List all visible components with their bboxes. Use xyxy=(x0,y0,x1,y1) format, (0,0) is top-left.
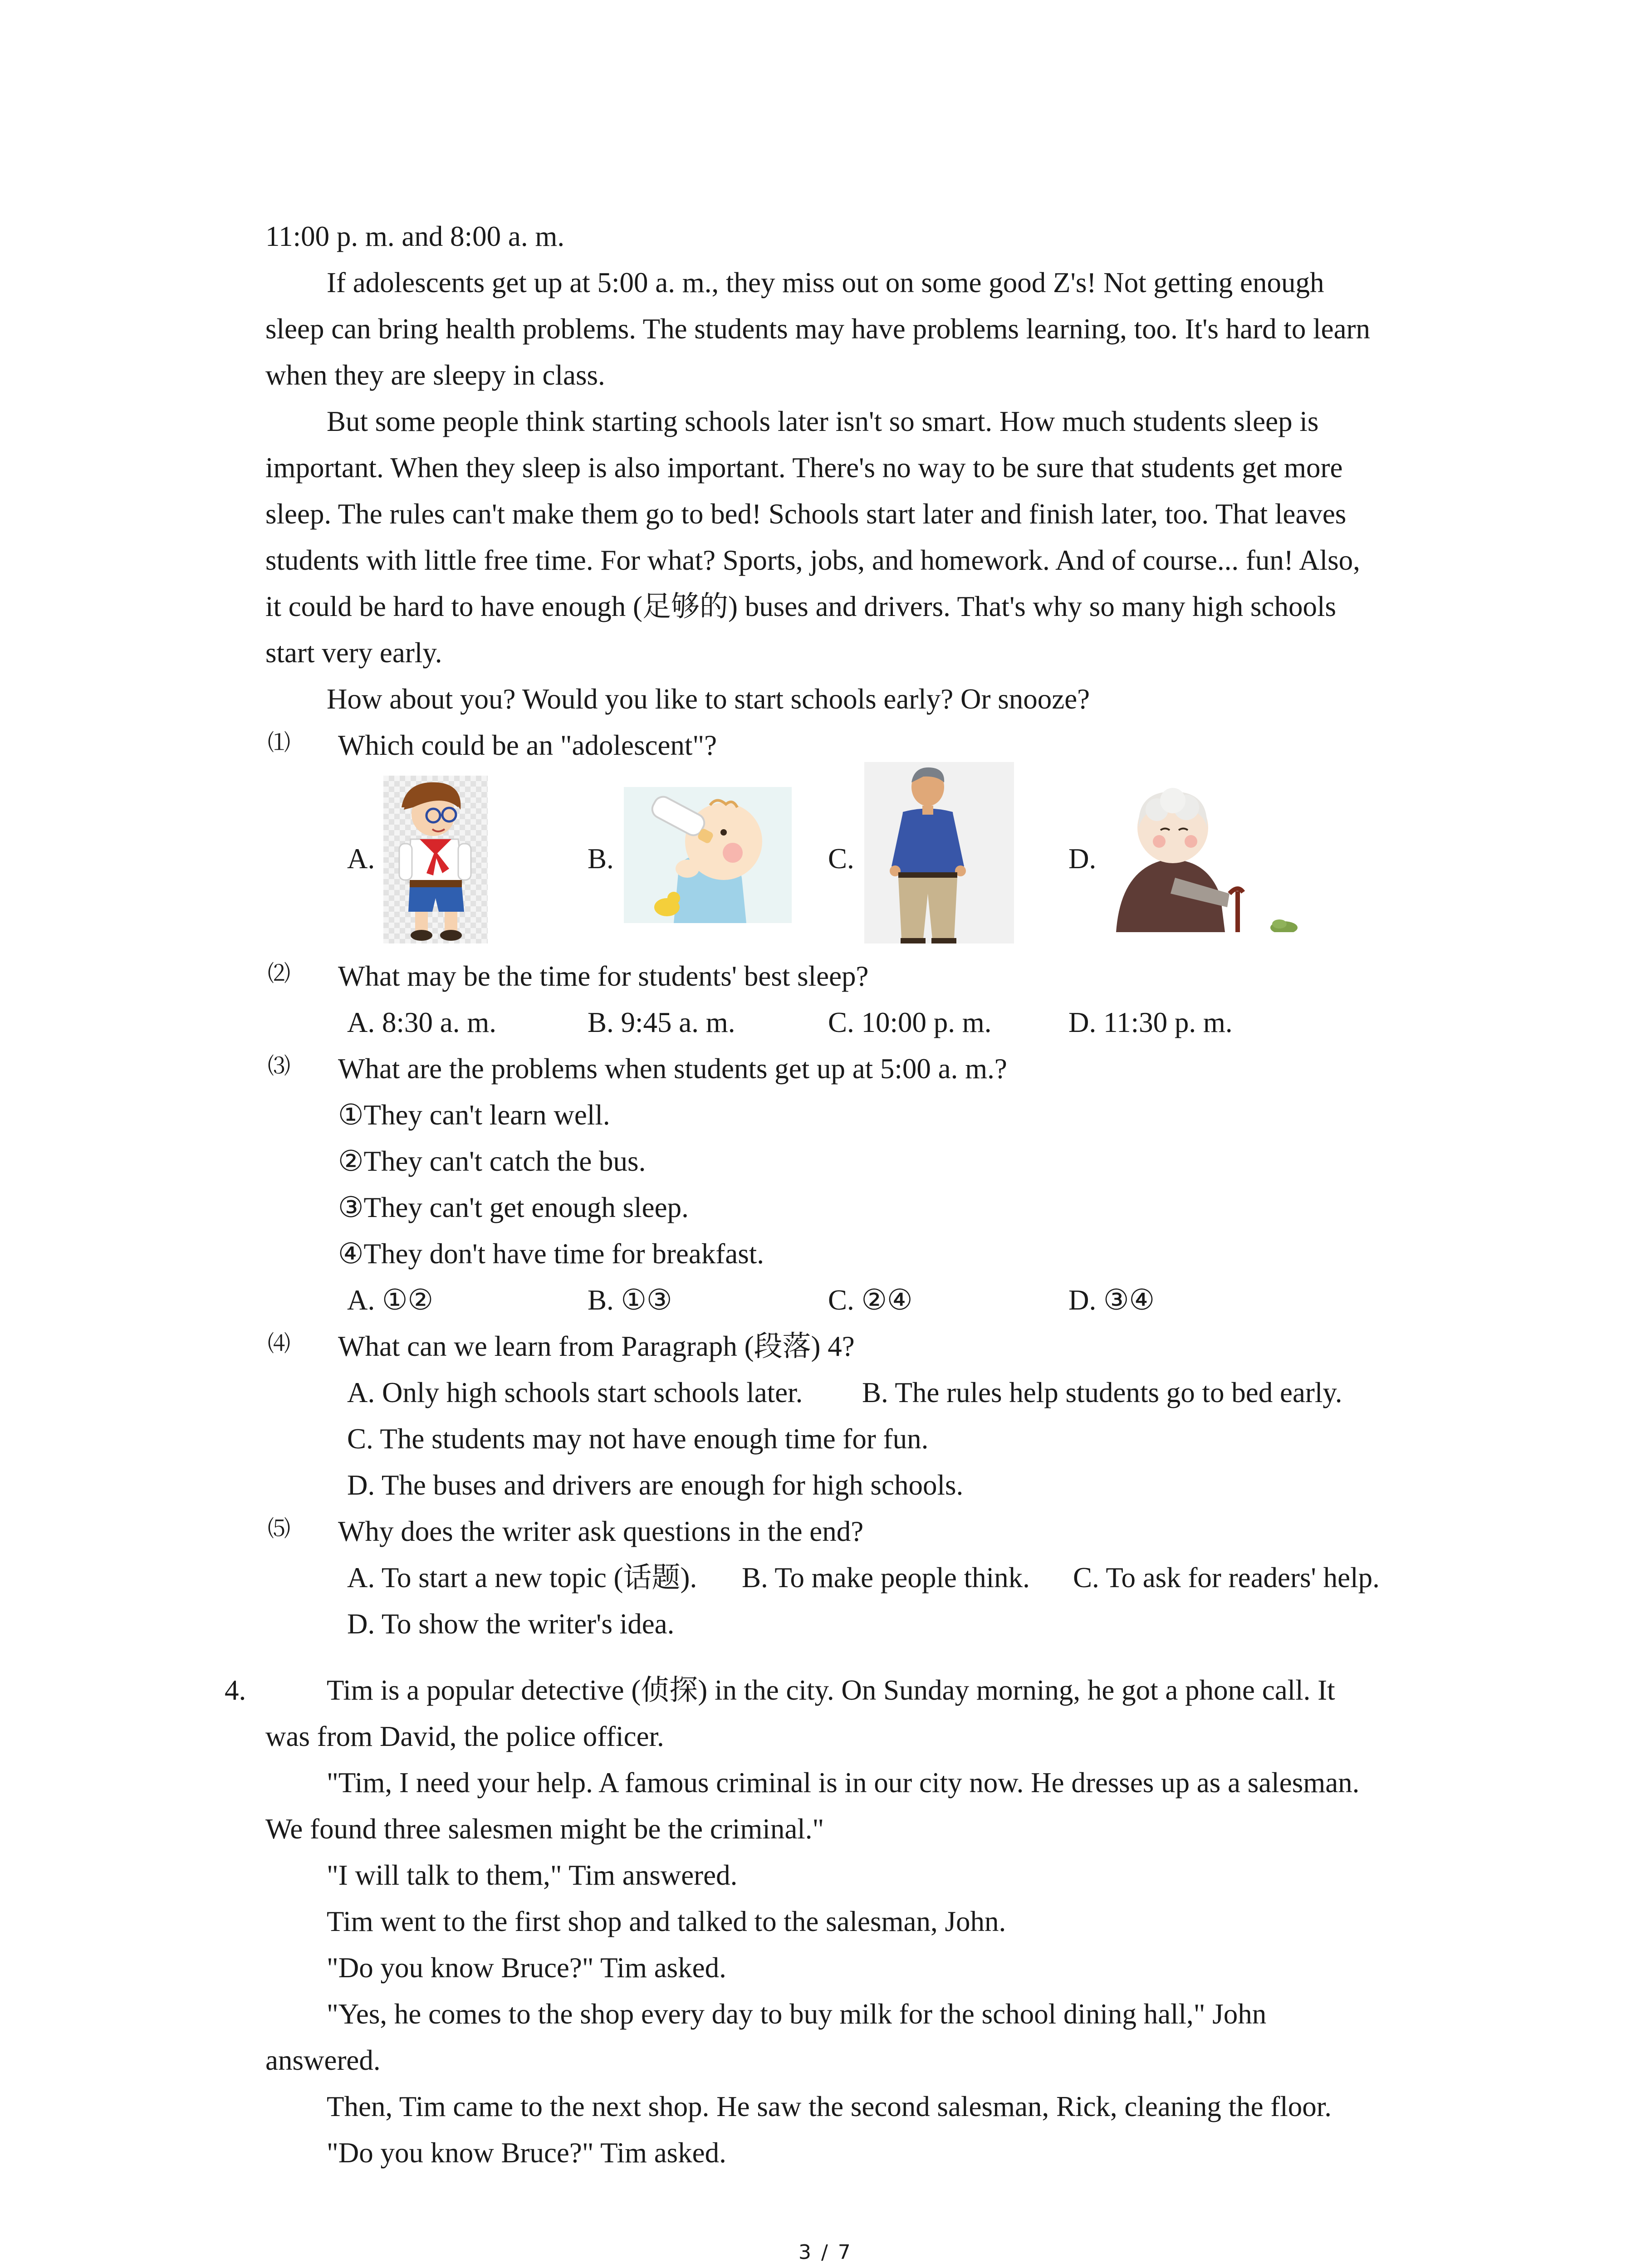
question-text: What are the problems when students get up at 5:00 a. m.? xyxy=(338,1053,1007,1085)
passage-line: "Do you know Bruce?" Tim asked. xyxy=(327,2137,726,2169)
adult-man-image xyxy=(864,762,1014,943)
statement-text: ①They can't learn well. xyxy=(338,1099,610,1131)
option-text: D. The buses and drivers are enough for high schools. xyxy=(347,1469,964,1501)
option-text: C. To ask for readers' help. xyxy=(1073,1562,1380,1593)
passage-line: important. When they sleep is also important. There's no way to be sure that students get more xyxy=(265,452,1343,484)
option-text: D. 11:30 p. m. xyxy=(1068,1007,1233,1038)
option-label: C. xyxy=(828,843,854,875)
page-number: 3 / 7 xyxy=(798,2241,852,2264)
question-text: What may be the time for students' best sleep? xyxy=(338,960,869,992)
passage-line: Then, Tim came to the next shop. He saw the second salesman, Rick, cleaning the floor. xyxy=(327,2091,1332,2122)
option-label: A. xyxy=(347,843,375,875)
passage-line: "Tim, I need your help. A famous criminal is in our city now. He dresses up as a salesman. xyxy=(327,1767,1360,1799)
option-text: C. The students may not have enough time for fun. xyxy=(347,1423,929,1455)
option-text: B. 9:45 a. m. xyxy=(588,1007,735,1038)
passage-line: sleep can bring health problems. The students may have problems learning, too. It's hard to learn xyxy=(265,313,1371,345)
question-number: ⑵ xyxy=(268,960,290,987)
option-text: B. To make people think. xyxy=(742,1562,1030,1593)
baby-image xyxy=(624,787,792,923)
option-text: A. To start a new topic (话题). xyxy=(347,1562,697,1593)
statement-text: ③They can't get enough sleep. xyxy=(338,1192,689,1223)
passage-line: Tim went to the first shop and talked to the salesman, John. xyxy=(327,1906,1006,1937)
option-label: D. xyxy=(1068,843,1097,875)
passage-line: 11:00 p. m. and 8:00 a. m. xyxy=(265,220,565,252)
question-number: ⑸ xyxy=(268,1515,290,1542)
passage-line: We found three salesmen might be the criminal." xyxy=(265,1813,824,1845)
option-label: B. xyxy=(588,843,614,875)
option-text: C. 10:00 p. m. xyxy=(828,1007,992,1038)
question-text: Why does the writer ask questions in the end? xyxy=(338,1515,864,1547)
passage-line: students with little free time. For what? Sports, jobs, and homework. And of course... fun! Also, xyxy=(265,544,1360,576)
question-number: ⑷ xyxy=(268,1330,290,1357)
passage-number: 4. xyxy=(225,1674,246,1706)
passage-line: If adolescents get up at 5:00 a. m., they miss out on some good Z's! Not getting enough xyxy=(327,267,1324,298)
passage-line: Tim is a popular detective (侦探) in the city. On Sunday morning, he got a phone call. It xyxy=(327,1674,1335,1706)
schoolboy-image xyxy=(383,776,488,943)
option-text: A. 8:30 a. m. xyxy=(347,1007,496,1038)
passage-line: when they are sleepy in class. xyxy=(265,359,605,391)
passage-line: How about you? Would you like to start schools early? Or snooze? xyxy=(327,683,1090,715)
statement-text: ②They can't catch the bus. xyxy=(338,1145,646,1177)
option-text: D. To show the writer's idea. xyxy=(347,1608,675,1640)
passage-line: "Do you know Bruce?" Tim asked. xyxy=(327,1952,726,1984)
passage-line: start very early. xyxy=(265,637,442,669)
old-woman-image xyxy=(1107,778,1307,932)
question-number: ⑶ xyxy=(268,1053,290,1079)
passage-line: answered. xyxy=(265,2044,381,2076)
passage-line: "I will talk to them," Tim answered. xyxy=(327,1859,738,1891)
question-text: What can we learn from Paragraph (段落) 4? xyxy=(338,1330,855,1362)
question-number: ⑴ xyxy=(268,729,290,756)
passage-line: sleep. The rules can't make them go to bed! Schools start later and finish later, too. That leaves xyxy=(265,498,1347,530)
statement-text: ④They don't have time for breakfast. xyxy=(338,1238,764,1270)
option-text: B. ①③ xyxy=(588,1284,672,1316)
passage-line: "Yes, he comes to the shop every day to buy milk for the school dining hall," John xyxy=(327,1998,1267,2030)
option-text: D. ③④ xyxy=(1068,1284,1155,1316)
question-text: Which could be an "adolescent"? xyxy=(338,729,717,761)
passage-line: But some people think starting schools later isn't so smart. How much students sleep is xyxy=(327,406,1319,437)
option-text: A. Only high schools start schools later. xyxy=(347,1377,803,1408)
passage-line: it could be hard to have enough (足够的) buses and drivers. That's why so many high schools xyxy=(265,591,1337,622)
option-text: B. The rules help students go to bed early. xyxy=(862,1377,1342,1408)
passage-line: was from David, the police officer. xyxy=(265,1721,664,1752)
option-text: C. ②④ xyxy=(828,1284,913,1316)
option-text: A. ①② xyxy=(347,1284,433,1316)
